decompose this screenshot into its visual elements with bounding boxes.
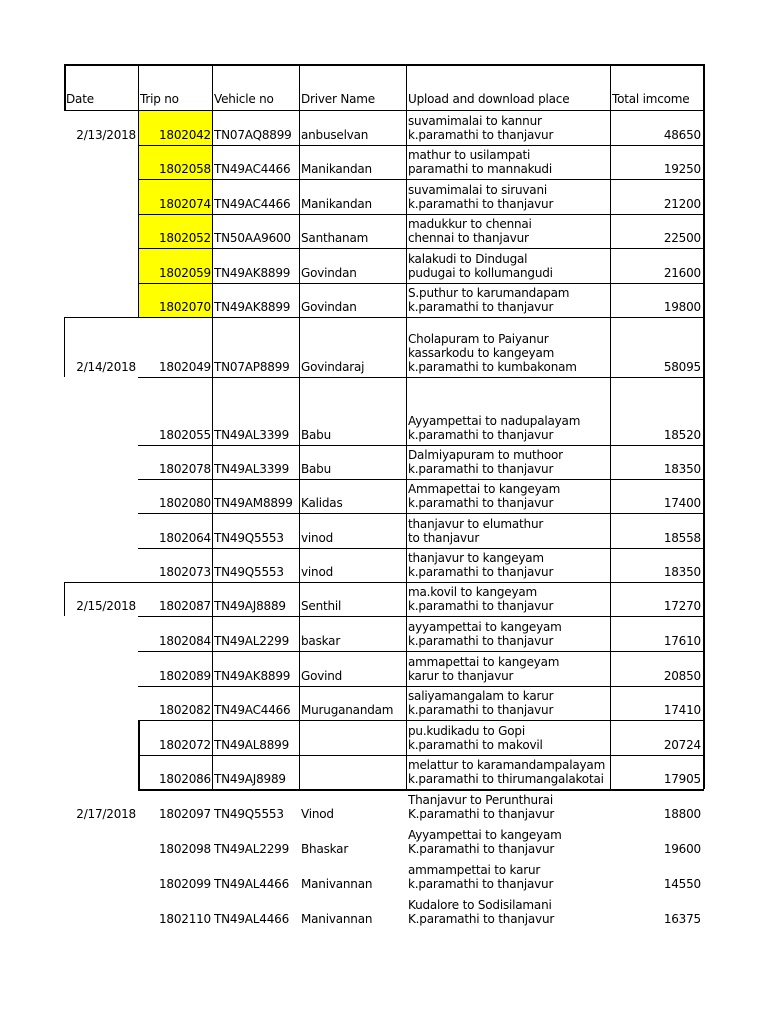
- place-line: k.paramathi to thanjavur: [408, 462, 554, 476]
- driver-name-cell: Senthil: [301, 599, 342, 613]
- place-cell: [408, 689, 610, 717]
- driver-name-cell: Govindan: [301, 300, 357, 314]
- grid-vline: [299, 64, 300, 789]
- place-line: paramathi to mannakudi: [408, 162, 552, 176]
- grid-hline: [138, 377, 704, 378]
- grid-hline: [138, 755, 704, 756]
- driver-name-cell: Govindaraj: [301, 360, 365, 374]
- date-cell: 2/14/2018: [76, 360, 136, 374]
- total-income-cell: 48650: [663, 128, 701, 142]
- place-cell: [408, 828, 610, 856]
- grid-hline: [64, 317, 704, 318]
- trip-no-cell: 1802074: [158, 197, 211, 211]
- place-line: pudugai to kollumangudi: [408, 266, 553, 280]
- trip-no-cell: 1802049: [158, 360, 211, 374]
- vehicle-no-cell: TN49AL3399: [214, 428, 290, 442]
- trip-no-cell: 1802080: [158, 496, 211, 510]
- grid-vline: [138, 110, 139, 317]
- date-cell: 2/17/2018: [76, 807, 136, 821]
- vehicle-no-cell: TN49AM8899: [214, 496, 293, 510]
- place-line: chennai to thanjavur: [408, 231, 529, 245]
- place-line: ammapettai to kangeyam: [408, 655, 560, 669]
- place-line: k.paramathi to thanjavur: [408, 877, 554, 891]
- place-cell: [408, 863, 610, 891]
- total-income-cell: 18800: [663, 807, 701, 821]
- total-income-cell: 19800: [663, 300, 701, 314]
- driver-name-cell: Manikandan: [301, 162, 372, 176]
- place-line: k.paramathi to thanjavur: [408, 197, 554, 211]
- total-income-cell: 17905: [663, 772, 701, 786]
- trip-no-cell: 1802084: [158, 634, 211, 648]
- trip-no-cell: 1802064: [158, 531, 211, 545]
- driver-name-cell: vinod: [301, 565, 334, 579]
- place-cell: [408, 448, 610, 476]
- total-income-cell: 18520: [663, 428, 701, 442]
- place-line: to thanjavur: [408, 531, 480, 545]
- grid-vline: [64, 317, 65, 377]
- trip-no-cell: 1802110: [158, 912, 211, 926]
- vehicle-no-cell: TN50AA9600: [214, 231, 291, 245]
- vehicle-no-cell: TN49AJ8989: [214, 772, 286, 786]
- total-income-cell: 17610: [663, 634, 701, 648]
- place-line: karur to thanjavur: [408, 669, 514, 683]
- header-date: Date: [66, 92, 94, 106]
- driver-name-cell: Manikandan: [301, 197, 372, 211]
- trip-no-cell: 1802055: [158, 428, 211, 442]
- vehicle-no-cell: TN07AQ8899: [214, 128, 292, 142]
- total-income-cell: 19600: [663, 842, 701, 856]
- place-line: K.paramathi to thanjavur: [408, 842, 555, 856]
- total-income-cell: 20850: [663, 669, 701, 683]
- place-line: madukkur to chennai: [408, 217, 532, 231]
- header-upload-download-place: Upload and download place: [408, 92, 570, 106]
- driver-name-cell: Muruganandam: [301, 703, 394, 717]
- vehicle-no-cell: TN49Q5553: [214, 807, 284, 821]
- vehicle-no-cell: TN49AL4466: [214, 877, 290, 891]
- total-income-cell: 19250: [663, 162, 701, 176]
- place-line: Ayyampettai to kangeyam: [408, 828, 562, 842]
- grid-hline: [138, 179, 704, 180]
- place-cell: [408, 183, 610, 211]
- vehicle-no-cell: TN49AK8899: [214, 669, 291, 683]
- total-income-cell: 21600: [663, 266, 701, 280]
- grid-vline: [610, 64, 611, 789]
- grid-hline: [138, 789, 704, 791]
- place-line: k.paramathi to kumbakonam: [408, 360, 577, 374]
- place-cell: [408, 898, 610, 926]
- place-line: S.puthur to karumandapam: [408, 286, 570, 300]
- grid-vline: [138, 720, 140, 789]
- place-line: k.paramathi to thanjavur: [408, 634, 554, 648]
- vehicle-no-cell: TN49AK8899: [214, 266, 291, 280]
- grid-hline: [138, 445, 704, 446]
- driver-name-cell: Manivannan: [301, 912, 373, 926]
- place-line: melattur to karamandampalayam: [408, 758, 606, 772]
- vehicle-no-cell: TN49AK8899: [214, 300, 291, 314]
- place-cell: [408, 724, 610, 752]
- vehicle-no-cell: TN49AC4466: [214, 197, 291, 211]
- total-income-cell: 17400: [663, 496, 701, 510]
- trip-no-cell: 1802052: [158, 231, 211, 245]
- place-line: ammampettai to karur: [408, 863, 541, 877]
- place-line: k.paramathi to thanjavur: [408, 565, 554, 579]
- vehicle-no-cell: TN49AL2299: [214, 634, 290, 648]
- place-cell: [408, 793, 610, 821]
- total-income-cell: 14550: [663, 877, 701, 891]
- grid-hline: [138, 283, 704, 284]
- place-line: suvamimalai to kannur: [408, 114, 542, 128]
- driver-name-cell: Kalidas: [301, 496, 343, 510]
- place-line: Ayyampettai to nadupalayam: [408, 414, 581, 428]
- place-cell: [408, 517, 610, 545]
- trip-no-cell: 1802089: [158, 669, 211, 683]
- place-line: thanjavur to elumathur: [408, 517, 544, 531]
- driver-name-cell: baskar: [301, 634, 341, 648]
- trip-no-cell: 1802099: [158, 877, 211, 891]
- place-line: k.paramathi to thanjavur: [408, 703, 554, 717]
- vehicle-no-cell: TN49AL3399: [214, 462, 290, 476]
- place-line: k.paramathi to thanjavur: [408, 128, 554, 142]
- place-line: kassarkodu to kangeyam: [408, 346, 555, 360]
- trip-no-cell: 1802059: [158, 266, 211, 280]
- grid-hline: [138, 651, 704, 652]
- place-line: mathur to usilampati: [408, 148, 531, 162]
- trip-no-cell: 1802087: [158, 599, 211, 613]
- grid-hline: [138, 248, 704, 249]
- grid-hline: [64, 64, 704, 66]
- grid-hline: [138, 145, 704, 146]
- grid-hline: [138, 720, 704, 721]
- driver-name-cell: Govindan: [301, 266, 357, 280]
- place-line: k.paramathi to thanjavur: [408, 300, 554, 314]
- place-line: k.paramathi to makovil: [408, 738, 543, 752]
- driver-name-cell: Bhaskar: [301, 842, 349, 856]
- place-line: thanjavur to kangeyam: [408, 551, 544, 565]
- trip-no-cell: 1802070: [158, 300, 211, 314]
- grid-hline: [64, 582, 704, 583]
- place-line: Kudalore to Sodisilamani: [408, 898, 552, 912]
- driver-name-cell: Santhanam: [301, 231, 369, 245]
- place-cell: [408, 252, 610, 280]
- vehicle-no-cell: TN49AC4466: [214, 162, 291, 176]
- header-trip-no: Trip no: [140, 92, 179, 106]
- place-line: ma.kovil to kangeyam: [408, 585, 538, 599]
- total-income-cell: 16375: [663, 912, 701, 926]
- place-line: k.paramathi to thirumangalakotai: [408, 772, 604, 786]
- trip-no-cell: 1802098: [158, 842, 211, 856]
- driver-name-cell: anbuselvan: [301, 128, 369, 142]
- grid-hline: [138, 214, 704, 215]
- total-income-cell: 18350: [663, 565, 701, 579]
- total-income-cell: 18350: [663, 462, 701, 476]
- trip-no-cell: 1802058: [158, 162, 211, 176]
- place-line: Cholapuram to Paiyanur: [408, 332, 549, 346]
- trip-no-cell: 1802073: [158, 565, 211, 579]
- grid-vline: [703, 64, 705, 789]
- place-line: k.paramathi to thanjavur: [408, 599, 554, 613]
- header-total-income: Total imcome: [612, 92, 690, 106]
- place-cell: [408, 585, 610, 613]
- place-cell: [408, 758, 610, 786]
- trip-no-cell: 1802042: [158, 128, 211, 142]
- vehicle-no-cell: TN49AL2299: [214, 842, 290, 856]
- trip-no-cell: 1802082: [158, 703, 211, 717]
- grid-hline: [138, 513, 704, 514]
- place-line: k.paramathi to thanjavur: [408, 428, 554, 442]
- grid-hline: [64, 110, 704, 111]
- driver-name-cell: Babu: [301, 428, 332, 442]
- total-income-cell: 17270: [663, 599, 701, 613]
- place-line: pu.kudikadu to Gopi: [408, 724, 525, 738]
- grid-vline: [406, 64, 407, 789]
- driver-name-cell: Govind: [301, 669, 343, 683]
- place-line: kalakudi to Dindugal: [408, 252, 528, 266]
- driver-name-cell: Manivannan: [301, 877, 373, 891]
- grid-hline: [138, 479, 704, 480]
- date-cell: 2/15/2018: [76, 599, 136, 613]
- place-cell: [408, 551, 610, 579]
- header-vehicle-no: Vehicle no: [214, 92, 274, 106]
- place-cell: [408, 114, 610, 142]
- driver-name-cell: Vinod: [301, 807, 334, 821]
- place-line: suvamimalai to siruvani: [408, 183, 547, 197]
- trip-no-cell: 1802086: [158, 772, 211, 786]
- total-income-cell: 18558: [663, 531, 701, 545]
- place-line: K.paramathi to thanjavur: [408, 807, 555, 821]
- place-cell: [408, 217, 610, 245]
- place-line: Thanjavur to Perunthurai: [408, 793, 553, 807]
- grid-vline: [138, 64, 139, 110]
- vehicle-no-cell: TN49AC4466: [214, 703, 291, 717]
- place-line: ayyampettai to kangeyam: [408, 620, 562, 634]
- driver-name-cell: vinod: [301, 531, 334, 545]
- grid-hline: [138, 686, 704, 687]
- total-income-cell: 20724: [663, 738, 701, 752]
- grid-hline: [138, 548, 704, 549]
- place-cell: [408, 655, 610, 683]
- driver-name-cell: Babu: [301, 462, 332, 476]
- grid-vline: [64, 582, 65, 616]
- place-cell: [408, 482, 610, 510]
- place-cell: [408, 414, 610, 442]
- total-income-cell: 58095: [663, 360, 701, 374]
- place-cell: [408, 286, 610, 314]
- vehicle-no-cell: TN07AP8899: [214, 360, 290, 374]
- total-income-cell: 21200: [663, 197, 701, 211]
- place-line: K.paramathi to thanjavur: [408, 912, 555, 926]
- vehicle-no-cell: TN49AJ8889: [214, 599, 286, 613]
- total-income-cell: 17410: [663, 703, 701, 717]
- header-driver-name: Driver Name: [301, 92, 375, 106]
- vehicle-no-cell: TN49AL8899: [214, 738, 290, 752]
- place-cell: [408, 148, 610, 176]
- place-line: Ammapettai to kangeyam: [408, 482, 561, 496]
- grid-vline: [64, 64, 66, 110]
- place-cell: [408, 620, 610, 648]
- grid-vline: [212, 64, 213, 789]
- trip-no-cell: 1802078: [158, 462, 211, 476]
- vehicle-no-cell: TN49Q5553: [214, 565, 284, 579]
- vehicle-no-cell: TN49Q5553: [214, 531, 284, 545]
- grid-hline: [138, 616, 704, 617]
- place-line: k.paramathi to thanjavur: [408, 496, 554, 510]
- place-line: saliyamangalam to karur: [408, 689, 554, 703]
- place-cell: [408, 332, 610, 374]
- vehicle-no-cell: TN49AL4466: [214, 912, 290, 926]
- trip-no-cell: 1802097: [158, 807, 211, 821]
- place-line: Dalmiyapuram to muthoor: [408, 448, 563, 462]
- trip-no-cell: 1802072: [158, 738, 211, 752]
- date-cell: 2/13/2018: [76, 128, 136, 142]
- total-income-cell: 22500: [663, 231, 701, 245]
